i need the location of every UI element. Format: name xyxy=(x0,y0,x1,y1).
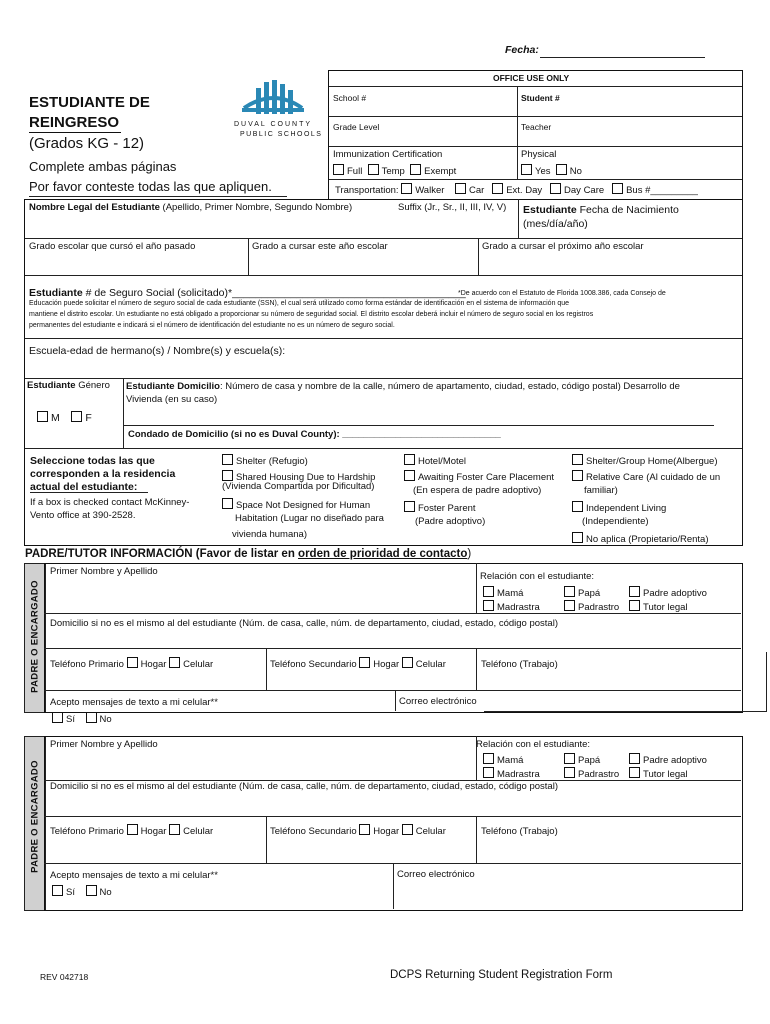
parent2-texts-options: Sí No xyxy=(52,885,112,899)
ssn-note-line2: Educación puede solicitar el número de seguro social de cada estudiante (SSN), el cual será utilizado como forma estándar de identificación en el sistema de información que xyxy=(29,300,570,307)
ssn-label[interactable]: Estudiante # de Seguro Social (solicitado)*________________________________________ xyxy=(29,287,466,299)
gender-label: Estudiante Género xyxy=(27,380,110,391)
parent1-guardian-checkbox[interactable] xyxy=(629,600,640,611)
legal-name-label[interactable]: Nombre Legal del Estudiante (Apellido, Primer Nombre, Segundo Nombre) xyxy=(29,202,353,213)
temp-checkbox[interactable] xyxy=(368,164,379,175)
ssn-note-right: *De acuerdo con el Estatuto de Florida 1008.386, cada Consejo de xyxy=(458,290,666,297)
suffix-label[interactable]: Suffix (Jr., Sr., II, III, IV, V) xyxy=(398,202,507,213)
res-relative-care: Relative Care (Al cuidado de un xyxy=(572,470,720,484)
grade-next-label[interactable]: Grado a cursar el próximo año escolar xyxy=(482,241,644,252)
grade-level-label: Grade Level xyxy=(333,122,380,132)
res-shared-housing: Shared Housing Due to Hardship xyxy=(222,470,375,484)
ssn-note-line3: mantiene el distrito escolar. Un estudiante no está obligado a proporcionar su número de seguridad social. El distrito escolar deberá incluir el número de seguro social en los registros xyxy=(29,311,594,318)
res-not-applicable: No aplica (Propietario/Renta) xyxy=(572,532,709,546)
parent2-guardian-checkbox[interactable] xyxy=(629,767,640,778)
parent2-name-label[interactable]: Primer Nombre y Apellido xyxy=(50,739,158,750)
parent1-address-label[interactable]: Domicilio si no es el mismo al del estudiante (Núm. de casa, calle, núm. de departamento, ciudad, estado, código postal) xyxy=(50,618,558,629)
physical-options: Yes No xyxy=(521,164,582,178)
parent1-mama-checkbox[interactable] xyxy=(483,586,494,597)
parent1-texts-yes-checkbox[interactable] xyxy=(52,712,63,723)
residence-note-1: If a box is checked contact McKinney- xyxy=(30,497,190,508)
physical-yes-checkbox[interactable] xyxy=(521,164,532,175)
residence-heading-1: Seleccione todas las que xyxy=(30,455,155,467)
parent2-texts-yes-checkbox[interactable] xyxy=(52,885,63,896)
parent2-address-label[interactable]: Domicilio si no es el mismo al del estudiante (Núm. de casa, calle, núm. de departamento, ciudad, estado, código postal) xyxy=(50,781,558,792)
parent2-guardian: Tutor legal xyxy=(629,767,688,781)
res-awaiting-foster-es: (En espera de padre adoptivo) xyxy=(413,485,542,496)
parent2-phone2[interactable]: Teléfono Secundario Hogar Celular xyxy=(270,826,446,837)
parent2-mama-checkbox[interactable] xyxy=(483,753,494,764)
parent1-papa-checkbox[interactable] xyxy=(564,586,575,597)
student-number-label: Student # xyxy=(521,93,560,103)
hotel-checkbox[interactable] xyxy=(404,454,415,465)
res-hotel: Hotel/Motel xyxy=(404,454,466,468)
independent-checkbox[interactable] xyxy=(572,501,583,512)
full-checkbox[interactable] xyxy=(333,164,344,175)
extday-checkbox[interactable] xyxy=(492,183,503,194)
res-space-es1: Habitation (Lugar no diseñado para xyxy=(235,513,384,524)
residence-heading-3: actual del estudiante: xyxy=(30,481,138,493)
footer-rev: REV 042718 xyxy=(40,972,89,982)
res-space-es2: vivienda humana) xyxy=(232,529,307,540)
res-independent: Independent Living xyxy=(572,501,666,515)
parent1-stepdad-checkbox[interactable] xyxy=(564,600,575,611)
group-home-checkbox[interactable] xyxy=(572,454,583,465)
parent1-texts-options: Sí No xyxy=(52,712,112,726)
gender-f-checkbox[interactable] xyxy=(71,411,82,422)
parent1-phone2-home-checkbox[interactable] xyxy=(359,657,370,668)
title-complete: Complete ambas páginas xyxy=(29,159,177,174)
school-number-label: School # xyxy=(333,93,367,103)
immunization-options: Full Temp Exempt xyxy=(333,164,456,178)
parent1-texts-label: Acepto mensajes de texto a mi celular** xyxy=(50,697,218,708)
parent1-adoptive-checkbox[interactable] xyxy=(629,586,640,597)
walker-checkbox[interactable] xyxy=(401,183,412,194)
res-foster-parent: Foster Parent xyxy=(404,501,476,515)
grade-previous-label[interactable]: Grado escolar que cursó el año pasado xyxy=(29,241,196,252)
parent2-work-phone[interactable]: Teléfono (Trabajo) xyxy=(481,826,558,837)
parent2-texts-no-checkbox[interactable] xyxy=(86,885,97,896)
teacher-label: Teacher xyxy=(521,122,552,132)
res-relative-care-es: familiar) xyxy=(584,485,618,496)
daycare-checkbox[interactable] xyxy=(550,183,561,194)
office-use-box xyxy=(328,70,743,200)
title-line1: ESTUDIANTE DE xyxy=(29,94,150,111)
not-applicable-checkbox[interactable] xyxy=(572,532,583,543)
residence-note-2: Vento office at 390-2528. xyxy=(30,510,136,521)
parent1-texts-no-checkbox[interactable] xyxy=(86,712,97,723)
parent1-stepmom: Madrastra xyxy=(483,600,540,614)
space-not-designed-checkbox[interactable] xyxy=(222,498,233,509)
parent1-papa: Papá xyxy=(564,586,600,600)
parent2-phone2-cell-checkbox[interactable] xyxy=(402,824,413,835)
parent1-phone1[interactable]: Teléfono Primario Hogar Celular xyxy=(50,659,214,670)
res-independent-es: (Independiente) xyxy=(582,516,649,527)
dcps-logo-icon xyxy=(242,78,304,120)
res-awaiting-foster: Awaiting Foster Care Placement xyxy=(404,470,554,484)
parent1-email-label[interactable]: Correo electrónico xyxy=(399,696,477,707)
parent1-phone2[interactable]: Teléfono Secundario Hogar Celular xyxy=(270,659,446,670)
bus-checkbox[interactable] xyxy=(612,183,623,194)
siblings-label[interactable]: Escuela-edad de hermano(s) / Nombre(s) y escuela(s): xyxy=(29,345,286,357)
parent2-phone1-home-checkbox[interactable] xyxy=(127,824,138,835)
parent2-mama: Mamá xyxy=(483,753,523,767)
parent-section-heading: PADRE/TUTOR INFORMACIÓN (Favor de listar en orden de prioridad de contacto) xyxy=(25,548,472,560)
parent2-stepmom-checkbox[interactable] xyxy=(483,767,494,778)
parent1-phone2-cell-checkbox[interactable] xyxy=(402,657,413,668)
parent2-stepdad: Padrastro xyxy=(564,767,619,781)
title-grades: (Grados KG - 12) xyxy=(29,135,145,152)
parent2-phone1[interactable]: Teléfono Primario Hogar Celular xyxy=(50,826,214,837)
dob-label[interactable]: Estudiante Fecha de Nacimiento xyxy=(523,204,679,216)
logo-line2: PUBLIC SCHOOLS xyxy=(240,131,323,138)
parent1-name-label[interactable]: Primer Nombre y Apellido xyxy=(50,566,158,577)
dob-format: (mes/día/año) xyxy=(523,218,588,230)
title-answer: Por favor conteste todas las que apliquen. xyxy=(29,179,272,194)
exempt-checkbox[interactable] xyxy=(410,164,421,175)
res-space: Space Not Designed for Human xyxy=(222,498,370,512)
physical-label: Physical xyxy=(521,149,557,160)
foster-parent-checkbox[interactable] xyxy=(404,501,415,512)
res-group-home: Shelter/Group Home(Albergue) xyxy=(572,454,717,468)
parent2-adoptive: Padre adoptivo xyxy=(629,753,707,767)
parent2-stepdad-checkbox[interactable] xyxy=(564,767,575,778)
date-field[interactable] xyxy=(540,57,705,58)
parent1-phone1-cell-checkbox[interactable] xyxy=(169,657,180,668)
parent1-guardian: Tutor legal xyxy=(629,600,688,614)
awaiting-foster-checkbox[interactable] xyxy=(404,470,415,481)
county-label[interactable]: Condado de Domicilio (si no es Duval County): ______________________________ xyxy=(128,429,501,440)
parent1-work-phone[interactable]: Teléfono (Trabajo) xyxy=(481,659,558,670)
res-foster-parent-es: (Padre adoptivo) xyxy=(415,516,486,527)
parent2-adoptive-checkbox[interactable] xyxy=(629,753,640,764)
residence-heading-2: corresponden a la residencia xyxy=(30,468,176,480)
parent1-phone1-home-checkbox[interactable] xyxy=(127,657,138,668)
parent2-email-label[interactable]: Correo electrónico xyxy=(397,869,475,880)
gender-m-checkbox[interactable] xyxy=(37,411,48,422)
shared-housing-checkbox[interactable] xyxy=(222,470,233,481)
ssn-note-line4: permanentes del estudiante e indicará si el número de identificación del estudiante no es un número de seguro social. xyxy=(29,322,395,329)
transportation-row: Transportation: Walker Car Ext. Day Day Care Bus #_________ xyxy=(335,185,698,196)
office-header: OFFICE USE ONLY xyxy=(493,73,570,83)
parent2-phone1-cell-checkbox[interactable] xyxy=(169,824,180,835)
parent1-stepmom-checkbox[interactable] xyxy=(483,600,494,611)
res-shared-housing-es: (Vivienda Compartida por Dificultad) xyxy=(222,481,375,492)
footer-form-name: DCPS Returning Student Registration Form xyxy=(390,969,613,981)
parent1-relation-row1: Mamá xyxy=(483,586,523,600)
grade-current-label[interactable]: Grado a cursar este año escolar xyxy=(252,241,388,252)
parent1-relation-label: Relación con el estudiante: xyxy=(480,571,595,582)
logo-line1: DUVAL COUNTY xyxy=(234,121,313,128)
parent2-texts-label: Acepto mensajes de texto a mi celular** xyxy=(50,870,218,881)
parent2-phone2-home-checkbox[interactable] xyxy=(359,824,370,835)
res-shelter: Shelter (Refugio) xyxy=(222,454,308,468)
address-label[interactable]: Estudiante Domicilio: Número de casa y nombre de la calle, número de apartamento, ciudad, estado, código postal) Desarrollo de xyxy=(126,381,680,392)
parent2-relation-label: Relación con el estudiante: xyxy=(476,739,591,750)
relative-care-checkbox[interactable] xyxy=(572,470,583,481)
shelter-checkbox[interactable] xyxy=(222,454,233,465)
parent1-adoptive: Padre adoptivo xyxy=(629,586,707,600)
parent2-papa-checkbox[interactable] xyxy=(564,753,575,764)
immunization-label: Immunization Certification xyxy=(333,149,443,160)
parent2-stepmom: Madrastra xyxy=(483,767,540,781)
physical-no-checkbox[interactable] xyxy=(556,164,567,175)
parent1-stepdad: Padrastro xyxy=(564,600,619,614)
title-line2: REINGRESO xyxy=(29,114,120,131)
address-label-line2: Vivienda (en su caso) xyxy=(126,394,218,405)
car-checkbox[interactable] xyxy=(455,183,466,194)
parent2-side-label: PADRE O ENCARGADO xyxy=(29,760,41,873)
date-label: Fecha: xyxy=(505,44,539,56)
parent2-papa: Papá xyxy=(564,753,600,767)
parent1-side-label: PADRE O ENCARGADO xyxy=(29,580,41,693)
gender-options: M F xyxy=(37,411,92,424)
